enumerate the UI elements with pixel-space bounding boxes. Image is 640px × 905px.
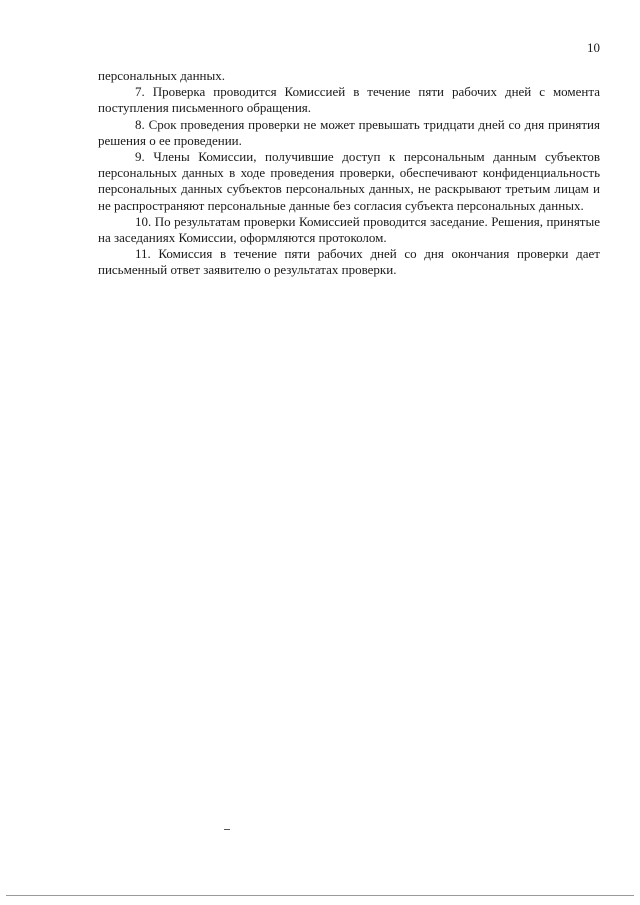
document-body	[98, 68, 600, 279]
page-number: 10	[587, 40, 600, 55]
paragraph-continuation: персональных данных.	[98, 68, 225, 83]
paragraph-item-7: 7. Проверка проводится Комиссией в течение пяти рабочих дней с момента поступления письменного обращения.	[98, 84, 600, 116]
paragraph-item-8: 8. Срок проведения проверки не может превышать тридцати дней со дня принятия решения о ее проведении.	[98, 116, 600, 148]
paragraph-item-9: 9. Члены Комиссии, получившие доступ к персональным данным субъектов персональных данных в ходе проведения проверки, обеспечивают конфиденциальность персональных данных субъектов персональных данных, не раскрывают третьим лицам и не распространяют персональные данные без согласия субъекта персональных данных.	[98, 149, 600, 213]
paragraph-item-11: 11. Комиссия в течение пяти рабочих дней со дня окончания проверки дает письменный ответ заявителю о результатах проверки.	[98, 246, 600, 278]
scan-artifact-mark	[224, 829, 230, 830]
paragraph-item-10: 10. По результатам проверки Комиссией проводится заседание. Решения, принятые на заседаниях Комиссии, оформляются протоколом.	[98, 213, 600, 246]
page-bottom-border	[6, 895, 634, 896]
